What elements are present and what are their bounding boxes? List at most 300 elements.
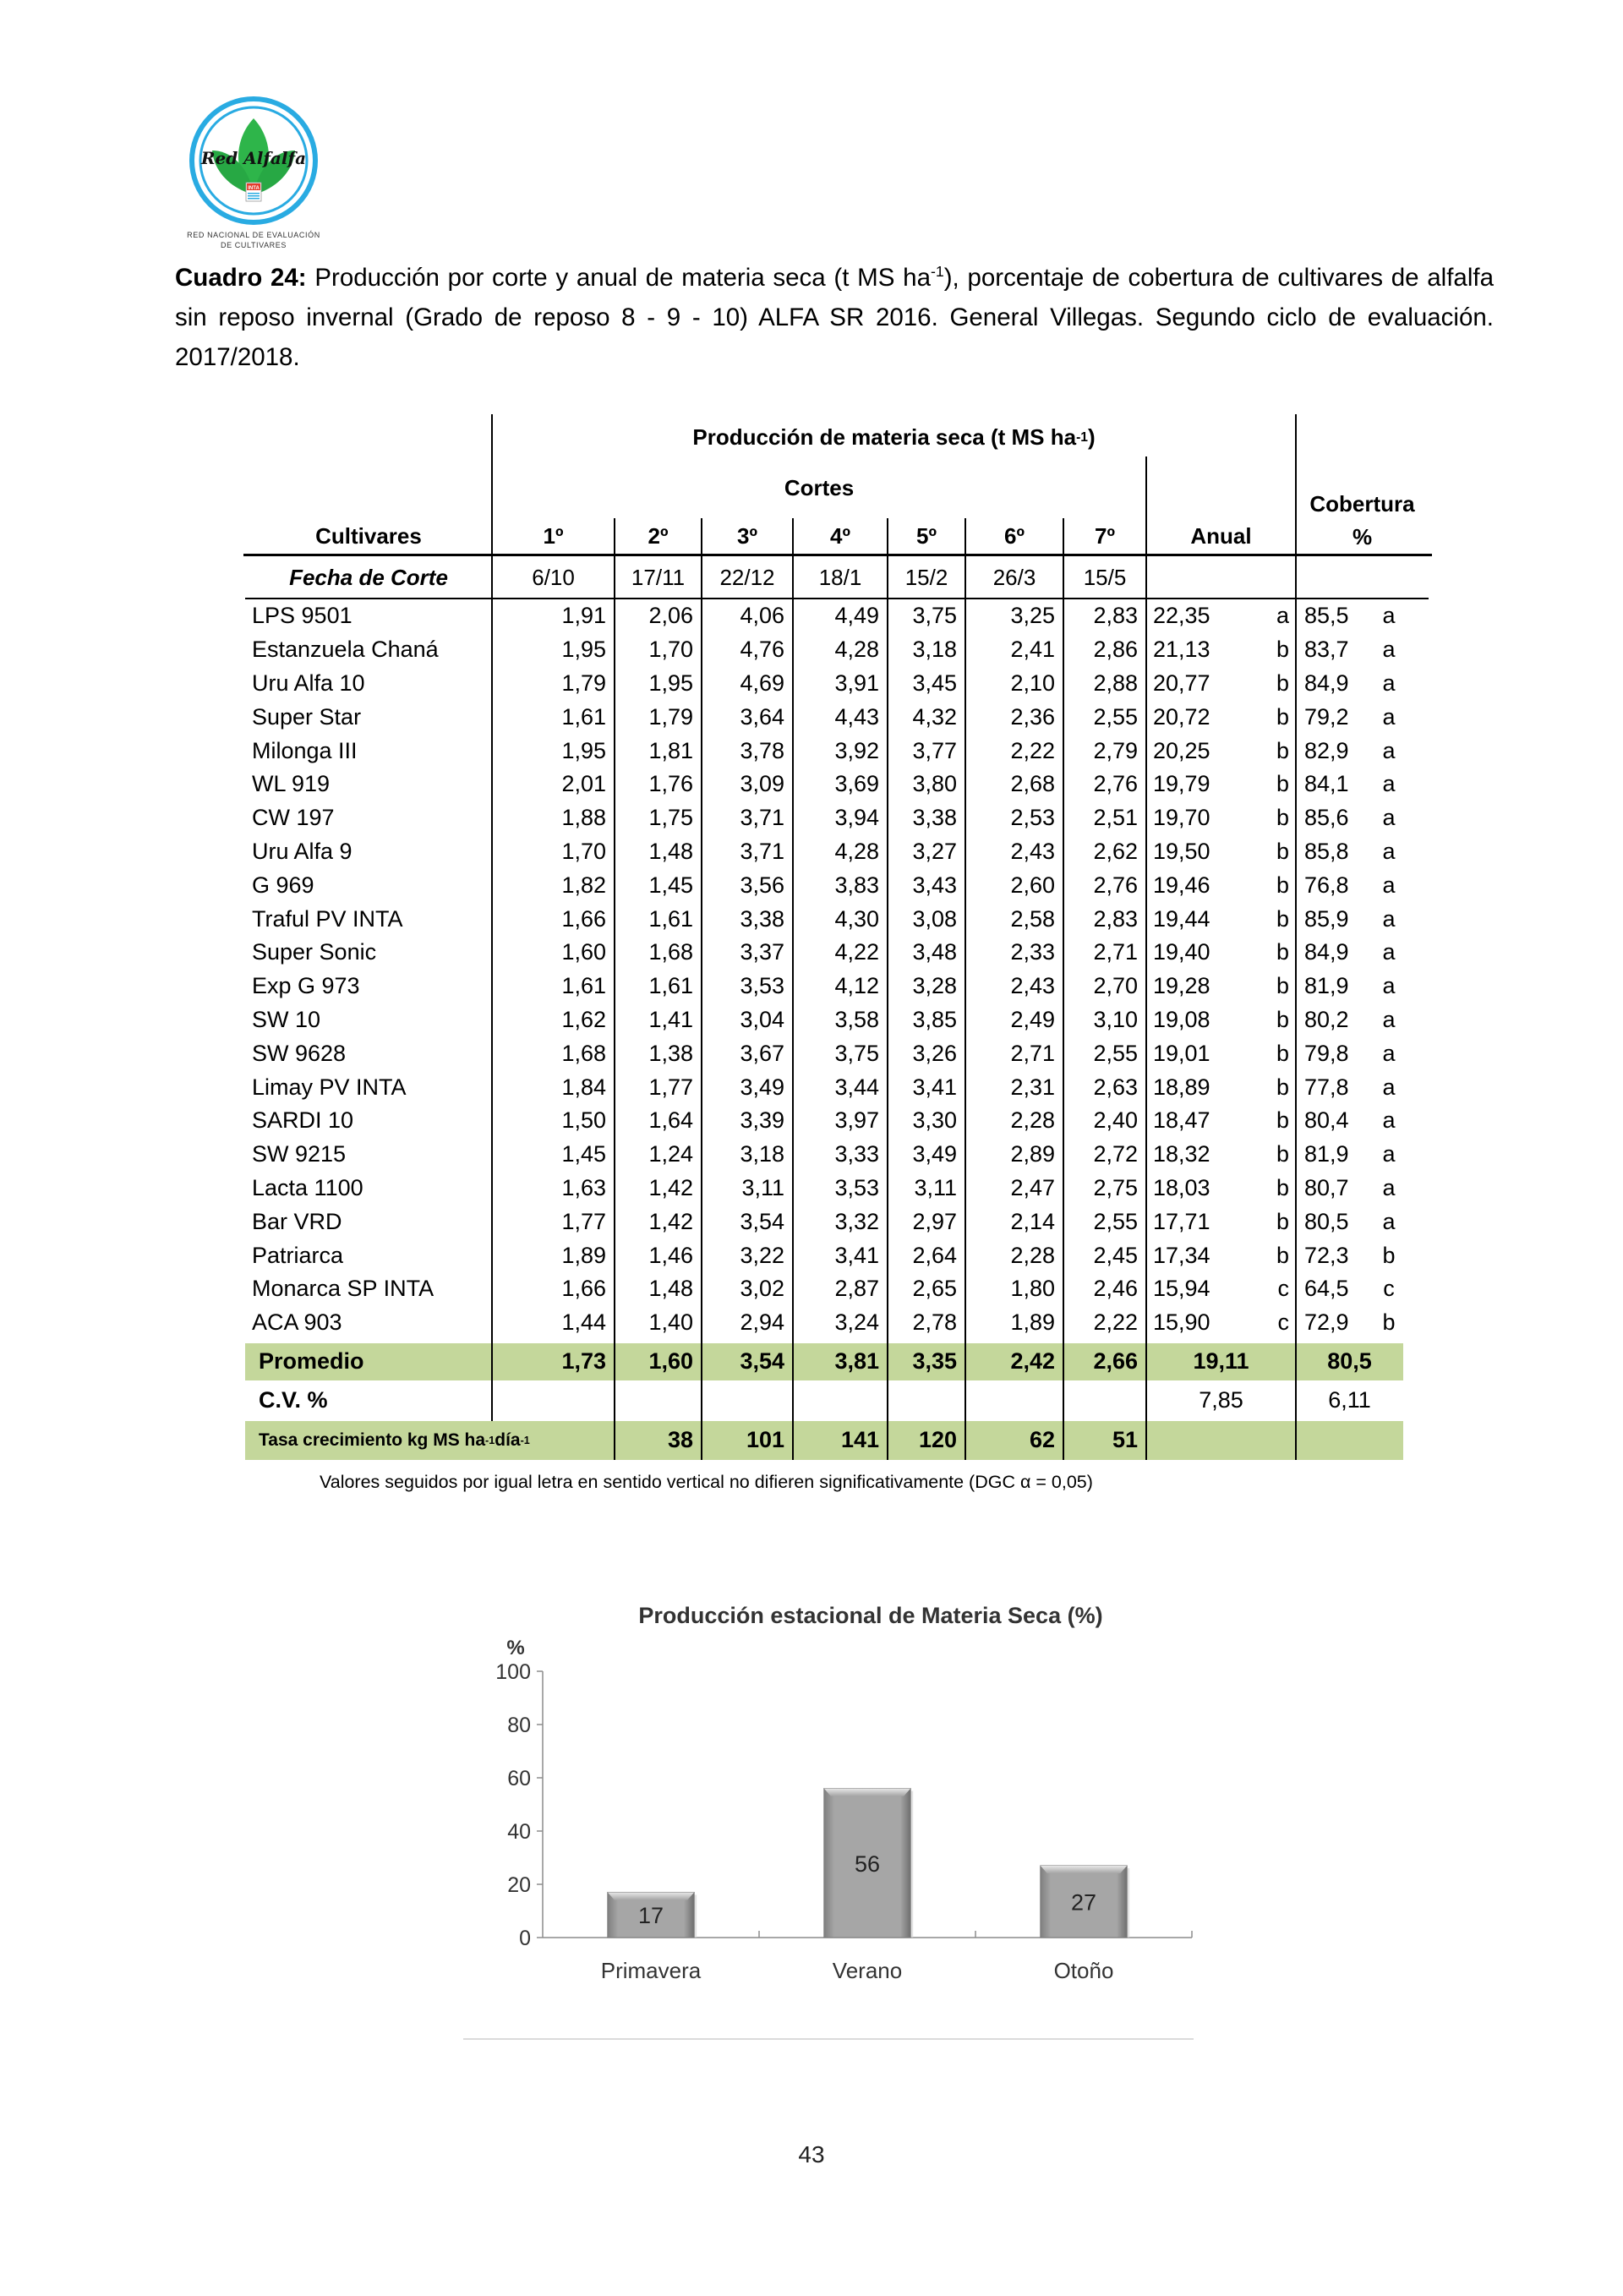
anual-letter: b: [1276, 838, 1289, 864]
anual-letter: b: [1276, 637, 1289, 663]
cut-value: 1,42: [648, 1208, 693, 1234]
cut-value: 1,81: [648, 737, 693, 763]
chart-svg: [456, 1589, 1217, 2063]
cut-value: 1,77: [561, 1208, 606, 1234]
cut-value: 2,55: [1093, 1040, 1138, 1066]
cut-value: 4,30: [834, 905, 879, 932]
cut-value: 3,75: [834, 1040, 879, 1066]
anual-value: 18,89: [1153, 1074, 1210, 1100]
cut-value: 3,22: [740, 1242, 784, 1268]
promedio-row: [245, 1343, 1403, 1380]
cut-value: 3,85: [912, 1006, 957, 1032]
tasa-label-mid: día: [495, 1430, 521, 1450]
cut-value: 1,79: [648, 703, 693, 730]
anual-value: 18,32: [1153, 1141, 1210, 1167]
cultivar-name: SW 9215: [252, 1141, 347, 1167]
table-column-divider: [701, 518, 702, 1460]
chart-y-axis-label: %: [506, 1637, 525, 1659]
cobertura-letter: b: [1382, 1242, 1396, 1268]
cut-value: 1,76: [648, 771, 693, 797]
anual-value: 15,94: [1153, 1276, 1210, 1302]
cobertura-letter: a: [1382, 1040, 1396, 1066]
cut-value: 2,71: [1010, 1040, 1055, 1066]
cut-value: 3,83: [834, 872, 879, 898]
cut-value: 3,26: [912, 1040, 957, 1066]
anual-letter: b: [1276, 872, 1289, 898]
anual-value: 18,03: [1153, 1174, 1210, 1200]
anual-letter: b: [1276, 703, 1289, 730]
anual-value: 19,40: [1153, 939, 1210, 965]
anual-letter: b: [1276, 805, 1289, 831]
table-row: [245, 1306, 1429, 1340]
cut-value: 2,62: [1093, 838, 1138, 864]
anual-letter: a: [1276, 603, 1289, 629]
anual-letter: b: [1276, 905, 1289, 932]
table-footnote: Valores seguidos por igual letra en sentido vertical no difieren significativamente (DGC α = 0,05): [320, 1472, 1093, 1492]
cut-value: 1,61: [648, 905, 693, 932]
cut-value: 3,39: [740, 1107, 784, 1134]
anual-letter: b: [1276, 1006, 1289, 1032]
cut-value: 1,61: [561, 973, 606, 999]
cut-value: 3,71: [740, 805, 784, 831]
cut-value: 2,28: [1010, 1107, 1055, 1134]
cobertura-letter: a: [1382, 1141, 1396, 1167]
anual-letter: c: [1277, 1276, 1289, 1302]
cut-value: 2,97: [912, 1208, 957, 1234]
table-column-divider: [1063, 518, 1064, 1460]
cobertura-value: 85,9: [1304, 905, 1349, 932]
cut-value: 1,50: [561, 1107, 606, 1134]
red-alfalfa-logo: [173, 95, 334, 255]
fecha-value: 26/3: [992, 564, 1036, 590]
cut-value: 2,78: [912, 1309, 957, 1336]
cultivar-name: SARDI 10: [252, 1107, 354, 1134]
promedio-cut-value: 3,81: [834, 1348, 879, 1375]
cobertura-value: 81,9: [1304, 1141, 1349, 1167]
cultivar-name: Uru Alfa 10: [252, 670, 365, 696]
cut-value: 3,09: [740, 771, 784, 797]
cut-value: 2,71: [1093, 939, 1138, 965]
chart-data-label: 27: [1070, 1889, 1097, 1916]
anual-value: 18,47: [1153, 1107, 1210, 1134]
cut-value: 2,46: [1093, 1276, 1138, 1302]
table-row: [245, 1172, 1429, 1205]
fecha-value: 6/10: [532, 564, 575, 590]
table-column-divider: [1295, 414, 1297, 1460]
cut-value: 3,33: [834, 1141, 879, 1167]
cobertura-value: 80,5: [1304, 1208, 1349, 1234]
anual-value: 19,44: [1153, 905, 1210, 932]
cobertura-letter: a: [1382, 703, 1396, 730]
cobertura-letter: a: [1382, 1174, 1396, 1200]
chart-y-tick-label: 80: [507, 1714, 531, 1737]
cut-value: 2,22: [1010, 737, 1055, 763]
cut-value: 2,36: [1010, 703, 1055, 730]
cobertura-letter: a: [1382, 670, 1396, 696]
promedio-cut-value: 3,54: [740, 1348, 784, 1375]
cut-value: 3,67: [740, 1040, 784, 1066]
cortes-header: Cortes: [784, 475, 855, 500]
cobertura-letter: a: [1382, 939, 1396, 965]
cut-value: 1,66: [561, 905, 606, 932]
cv-label: C.V. %: [259, 1387, 328, 1413]
table-row: [245, 1238, 1429, 1272]
anual-value: 20,77: [1153, 670, 1210, 696]
fecha-de-corte-row: [245, 557, 1429, 598]
cut-value: 2,86: [1093, 637, 1138, 663]
column-header-anual: Anual: [1190, 522, 1252, 549]
anual-value: 21,13: [1153, 637, 1210, 663]
table-row: [245, 1003, 1429, 1037]
tasa-value: 141: [840, 1427, 879, 1453]
chart-y-tick-label: 100: [495, 1660, 531, 1684]
anual-value: 19,79: [1153, 771, 1210, 797]
cut-value: 1,61: [561, 703, 606, 730]
cut-value: 3,11: [914, 1174, 957, 1200]
cobertura-value: 79,8: [1304, 1040, 1349, 1066]
cobertura-letter: a: [1382, 637, 1396, 663]
promedio-cut-value: 2,42: [1010, 1348, 1055, 1375]
cut-value: 1,62: [561, 1006, 606, 1032]
fecha-value: 22/12: [719, 564, 775, 590]
page-number: 43: [798, 2141, 825, 2168]
logo-org-line2: DE CULTIVARES: [221, 241, 287, 249]
cv-row: [245, 1380, 1429, 1421]
logo-title: Red Alfalfa: [200, 148, 307, 168]
cut-value: 4,22: [834, 939, 879, 965]
cultivar-name: Milonga III: [252, 737, 358, 763]
promedio-cut-value: 3,35: [912, 1348, 957, 1375]
tasa-label-text: Tasa crecimiento kg MS ha: [259, 1430, 486, 1450]
cobertura-value: 85,5: [1304, 603, 1349, 629]
table-row: [245, 868, 1429, 902]
fecha-value: 18/1: [818, 564, 862, 590]
anual-letter: b: [1276, 737, 1289, 763]
cut-value: 3,11: [741, 1174, 784, 1200]
cut-value: 3,92: [834, 737, 879, 763]
cut-value: 3,78: [740, 737, 784, 763]
cobertura-value: 81,9: [1304, 973, 1349, 999]
promedio-cut-value: 1,60: [648, 1348, 693, 1375]
cut-value: 2,49: [1010, 1006, 1055, 1032]
cut-value: 2,33: [1010, 939, 1055, 965]
cultivar-name: Estanzuela Chaná: [252, 637, 439, 663]
cut-value: 2,76: [1093, 771, 1138, 797]
cobertura-header-line1: Cobertura: [1309, 491, 1415, 517]
cut-value: 1,45: [648, 872, 693, 898]
anual-value: 17,34: [1153, 1242, 1210, 1268]
cobertura-letter: a: [1382, 805, 1396, 831]
logo-badge: INTA: [248, 186, 260, 191]
cobertura-value: 79,2: [1304, 703, 1349, 730]
table-row: [245, 734, 1429, 768]
table-row: [245, 1036, 1429, 1070]
promedio-anual: 19,11: [1193, 1348, 1249, 1375]
cut-value: 1,48: [648, 1276, 693, 1302]
cut-value: 3,27: [912, 838, 957, 864]
cut-value: 3,49: [912, 1141, 957, 1167]
cut-value: 1,45: [561, 1141, 606, 1167]
cobertura-value: 84,1: [1304, 771, 1349, 797]
cultivar-name: SW 9628: [252, 1040, 347, 1066]
cut-value: 3,38: [740, 905, 784, 932]
cut-value: 2,45: [1093, 1242, 1138, 1268]
anual-value: 17,71: [1153, 1208, 1210, 1234]
cut-value: 2,01: [561, 771, 606, 797]
cut-value: 3,58: [834, 1006, 879, 1032]
table-row: [245, 768, 1429, 801]
cobertura-letter: a: [1382, 771, 1396, 797]
logo-org-line1: RED NACIONAL DE EVALUACIÓN: [187, 231, 320, 239]
anual-letter: b: [1276, 939, 1289, 965]
cut-value: 1,89: [1010, 1309, 1055, 1336]
anual-letter: c: [1277, 1309, 1289, 1336]
table-row-divider: [243, 554, 1432, 556]
cut-value: 3,53: [834, 1174, 879, 1200]
fecha-value: 17/11: [631, 564, 686, 590]
group-header-production: Producción de materia seca (t MS ha -1 ): [692, 424, 1096, 450]
promedio-cobertura: 80,5: [1327, 1348, 1372, 1375]
cobertura-header-line2: %: [1352, 524, 1373, 549]
cut-value: 2,65: [912, 1276, 957, 1302]
cobertura-value: 72,3: [1304, 1242, 1349, 1268]
cobertura-value: 72,9: [1304, 1309, 1349, 1336]
cut-value: 1,60: [561, 939, 606, 965]
cut-value: 1,63: [561, 1174, 606, 1200]
cultivar-name: WL 919: [252, 771, 331, 797]
cut-value: 1,42: [648, 1174, 693, 1200]
chart-y-tick-label: 60: [507, 1767, 531, 1790]
cut-value: 2,51: [1093, 805, 1138, 831]
cobertura-letter: a: [1382, 905, 1396, 932]
cut-value: 1,95: [561, 637, 606, 663]
chart-title: Producción estacional de Materia Seca (%): [638, 1603, 1103, 1628]
cut-value: 1,48: [648, 838, 693, 864]
table-row: [245, 1272, 1429, 1306]
cobertura-letter: a: [1382, 838, 1396, 864]
cut-value: 2,64: [912, 1242, 957, 1268]
cut-value: 3,38: [912, 805, 957, 831]
cultivar-name: Super Star: [252, 703, 362, 730]
cut-value: 1,40: [648, 1309, 693, 1336]
cultivar-name: Super Sonic: [252, 939, 377, 965]
cobertura-letter: a: [1382, 1074, 1396, 1100]
tasa-value: 51: [1112, 1427, 1138, 1453]
column-header-cut-4: 4º: [830, 522, 850, 549]
anual-letter: b: [1276, 1107, 1289, 1134]
promedio-cut-value: 1,73: [561, 1348, 606, 1375]
tasa-value: 38: [667, 1427, 693, 1453]
cut-value: 1,41: [648, 1006, 693, 1032]
column-header-cut-2: 2º: [648, 522, 669, 549]
caption-text-2: ), porcentaje de cobertura de cultivares de alfalfa sin reposo invernal (Grado de reposo 8 - 9 - 10) ALFA SR 2016. General Villegas. Segundo ciclo de evaluación. 2017/2018.: [175, 264, 1494, 371]
chart-bar-bevel: [608, 1892, 694, 1900]
column-header-cut-5: 5º: [916, 522, 937, 549]
cut-value: 3,77: [912, 737, 957, 763]
cut-value: 2,72: [1093, 1141, 1138, 1167]
anual-value: 19,08: [1153, 1006, 1210, 1032]
cut-value: 1,89: [561, 1242, 606, 1268]
anual-letter: b: [1276, 1174, 1289, 1200]
cultivar-name: Traful PV INTA: [252, 905, 403, 932]
cut-value: 3,91: [834, 670, 879, 696]
cultivar-name: SW 10: [252, 1006, 321, 1032]
cut-value: 2,76: [1093, 872, 1138, 898]
anual-value: 19,46: [1153, 872, 1210, 898]
table-column-divider: [1145, 518, 1147, 1460]
cultivar-name: Uru Alfa 9: [252, 838, 352, 864]
table-row: [245, 835, 1429, 869]
chart-bar-bevel: [1041, 1866, 1127, 1873]
cut-value: 3,04: [740, 1006, 784, 1032]
table-row: [245, 633, 1429, 667]
cut-value: 2,68: [1010, 771, 1055, 797]
cut-value: 3,54: [740, 1208, 784, 1234]
cultivar-name: G 969: [252, 872, 314, 898]
seasonal-production-chart: [456, 1589, 1217, 2063]
chart-bar-group: [1041, 1866, 1129, 1983]
cultivar-name: Exp G 973: [252, 973, 360, 999]
cv-cobertura: 6,11: [1328, 1387, 1371, 1413]
cobertura-value: 64,5: [1304, 1276, 1349, 1302]
table-caption: [175, 258, 1494, 377]
caption-label: Cuadro 24:: [175, 264, 307, 292]
cut-value: 2,41: [1010, 637, 1055, 663]
table-row: [245, 902, 1429, 936]
cultivar-name: Lacta 1100: [252, 1174, 363, 1200]
cut-value: 2,83: [1093, 905, 1138, 932]
anual-letter: b: [1276, 973, 1289, 999]
cut-value: 1,80: [1010, 1276, 1055, 1302]
cut-value: 2,10: [1010, 670, 1055, 696]
cut-value: 2,28: [1010, 1242, 1055, 1268]
cultivar-name: Patriarca: [252, 1242, 344, 1268]
cut-value: 3,71: [740, 838, 784, 864]
cut-value: 1,88: [561, 805, 606, 831]
cut-value: 3,49: [740, 1074, 784, 1100]
column-header-cut-6: 6º: [1004, 522, 1025, 549]
cobertura-letter: a: [1382, 973, 1396, 999]
table-column-divider: [887, 518, 888, 1460]
cut-value: 3,18: [912, 637, 957, 663]
column-header-cut-1: 1º: [543, 522, 564, 549]
tasa-value: 62: [1029, 1427, 1055, 1453]
cut-value: 1,38: [648, 1040, 693, 1066]
cut-value: 2,89: [1010, 1141, 1055, 1167]
fecha-value: 15/5: [1083, 564, 1127, 590]
anual-value: 19,70: [1153, 805, 1210, 831]
column-header-cut-7: 7º: [1095, 522, 1115, 549]
cut-value: 3,41: [912, 1074, 957, 1100]
table-row: [245, 1104, 1429, 1138]
cobertura-letter: a: [1382, 1208, 1396, 1234]
cut-value: 2,22: [1093, 1309, 1138, 1336]
cut-value: 2,83: [1093, 603, 1138, 629]
cut-value: 1,68: [561, 1040, 606, 1066]
cut-value: 1,24: [648, 1141, 693, 1167]
cobertura-value: 82,9: [1304, 737, 1349, 763]
cut-value: 3,45: [912, 670, 957, 696]
chart-bar-bevel: [824, 1789, 910, 1796]
cultivar-name: LPS 9501: [252, 603, 352, 629]
anual-value: 15,90: [1153, 1309, 1210, 1336]
table-row: [245, 936, 1429, 970]
chart-x-tick-label: Otoño: [1053, 1958, 1114, 1983]
cut-value: 3,28: [912, 973, 957, 999]
cut-value: 1,95: [648, 670, 693, 696]
cut-value: 2,75: [1093, 1174, 1138, 1200]
cobertura-letter: a: [1382, 737, 1396, 763]
cut-value: 2,79: [1093, 737, 1138, 763]
promedio-cut-value: 2,66: [1093, 1348, 1138, 1375]
cobertura-letter: a: [1382, 1006, 1396, 1032]
promedio-label: Promedio: [259, 1348, 364, 1375]
cut-value: 2,31: [1010, 1074, 1055, 1100]
column-header-cut-3: 3º: [737, 522, 757, 549]
table-row: [245, 1138, 1429, 1172]
cut-value: 3,25: [1010, 603, 1055, 629]
cut-value: 3,69: [834, 771, 879, 797]
cv-anual: 7,85: [1199, 1387, 1243, 1413]
cut-value: 2,87: [834, 1276, 879, 1302]
cobertura-value: 84,9: [1304, 670, 1349, 696]
cut-value: 1,95: [561, 737, 606, 763]
table-row: [245, 1205, 1429, 1238]
cut-value: 2,60: [1010, 872, 1055, 898]
chart-bar-group: [824, 1789, 913, 1983]
cobertura-value: 85,8: [1304, 838, 1349, 864]
cut-value: 3,30: [912, 1107, 957, 1134]
cultivar-name: Bar VRD: [252, 1208, 342, 1234]
cut-value: 2,14: [1010, 1208, 1055, 1234]
cut-value: 3,24: [834, 1309, 879, 1336]
cut-value: 3,64: [740, 703, 784, 730]
cobertura-letter: c: [1383, 1276, 1395, 1302]
chart-data-label: 17: [637, 1903, 664, 1929]
cobertura-letter: a: [1382, 603, 1396, 629]
cut-value: 2,53: [1010, 805, 1055, 831]
cut-value: 3,32: [834, 1208, 879, 1234]
cobertura-value: 85,6: [1304, 805, 1349, 831]
cultivar-name: Monarca SP INTA: [252, 1276, 434, 1302]
tasa-crecimiento-row: [245, 1421, 1403, 1460]
tasa-value: 120: [918, 1427, 957, 1453]
table-row: [245, 801, 1429, 835]
cut-value: 1,75: [648, 805, 693, 831]
cut-value: 1,84: [561, 1074, 606, 1100]
cut-value: 1,77: [648, 1074, 693, 1100]
cut-value: 1,70: [561, 838, 606, 864]
cut-value: 2,88: [1093, 670, 1138, 696]
anual-value: 19,01: [1153, 1040, 1210, 1066]
cut-value: 3,41: [834, 1242, 879, 1268]
cut-value: 1,70: [648, 637, 693, 663]
table-row: [245, 970, 1429, 1003]
fecha-value: 15/2: [904, 564, 948, 590]
cut-value: 3,56: [740, 872, 784, 898]
anual-letter: b: [1276, 1141, 1289, 1167]
cut-value: 3,75: [912, 603, 957, 629]
table-column-divider: [491, 414, 493, 1421]
cobertura-letter: b: [1382, 1309, 1396, 1336]
chart-y-tick-label: 20: [507, 1873, 531, 1897]
cut-value: 1,46: [648, 1242, 693, 1268]
cut-value: 1,68: [648, 939, 693, 965]
anual-letter: b: [1276, 670, 1289, 696]
cut-value: 1,82: [561, 872, 606, 898]
table-row: [245, 1070, 1429, 1104]
cobertura-value: 80,2: [1304, 1006, 1349, 1032]
